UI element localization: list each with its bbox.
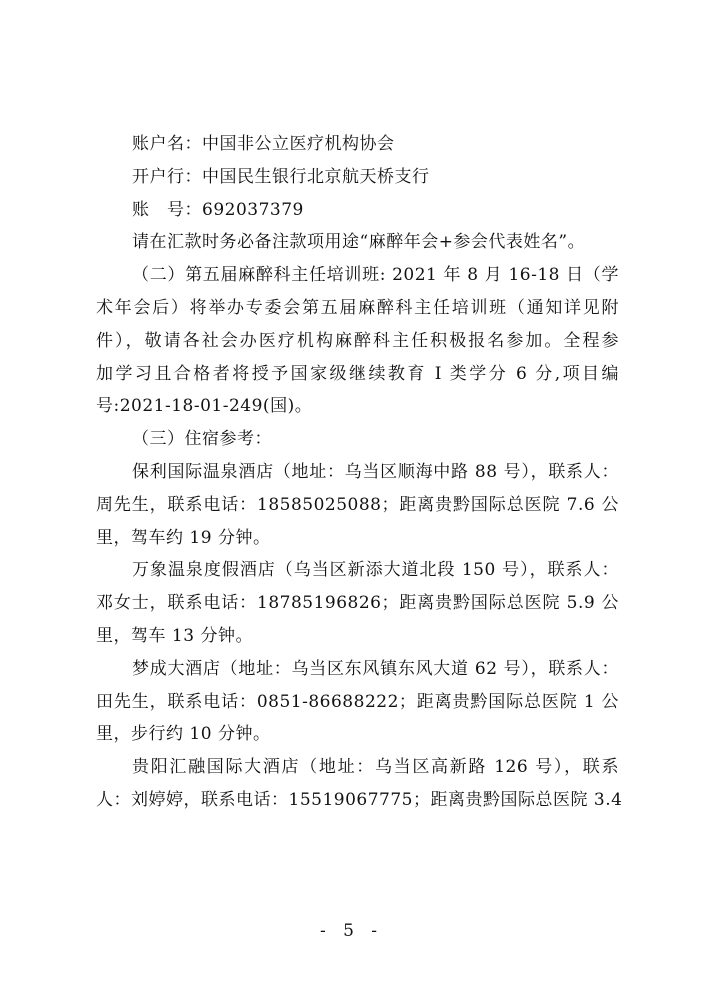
account-number-line: 账 号：692037379 [132, 199, 304, 220]
hotel-1-line-1: 保利国际温泉酒店（地址：乌当区顺海中路 88 号），联系人： [132, 461, 619, 482]
hotel-2-line-3: 里，驾车 13 分钟。 [96, 625, 253, 646]
training-line-2: 术年会后）将举办专委会第五届麻醉科主任培训班（通知详见附 [96, 297, 619, 318]
hotel-1-line-2: 周先生，联系电话：18585025088；距离贵黔国际总医院 7.6 公 [96, 494, 619, 515]
hotel-2-line-1: 万象温泉度假酒店（乌当区新添大道北段 150 号），联系人： [132, 560, 619, 581]
hotel-2-line-2: 邓女士，联系电话：18785196826；距离贵黔国际总医院 5.9 公 [96, 593, 619, 614]
hotel-4-line-1: 贵阳汇融国际大酒店（地址：乌当区高新路 126 号），联系 [132, 757, 619, 778]
page-number: - 5 - [319, 921, 384, 941]
training-line-5: 号:2021-18-01-249(国)。 [96, 396, 313, 417]
hotel-3-line-3: 里，步行约 10 分钟。 [96, 724, 271, 745]
training-line-3: 件），敬请各社会办医疗机构麻醉科主任积极报名参加。全程参 [96, 330, 619, 351]
lodging-heading: （三）住宿参考： [132, 429, 272, 450]
hotel-1-line-3: 里，驾车约 19 分钟。 [96, 527, 271, 548]
account-name-line: 账户名：中国非公立医疗机构协会 [132, 134, 395, 154]
hotel-3-line-1: 梦成大酒店（地址：乌当区东风镇东风大道 62 号），联系人： [132, 658, 619, 679]
hotel-4-line-2: 人：刘婷婷，联系电话：15519067775；距离贵黔国际总医院 3.4 [96, 789, 623, 810]
remittance-note: 请在汇款时务必备注款项用途“麻醉年会+参会代表姓名”。 [132, 232, 586, 253]
hotel-3-line-2: 田先生，联系电话：0851-86688222；距离贵黔国际总医院 1 公 [96, 691, 619, 712]
page-body [96, 128, 623, 817]
training-line-1: （二）第五届麻醉科主任培训班: 2021 年 8 月 16-18 日（学 [132, 265, 619, 286]
training-line-4: 加学习且合格者将授予国家级继续教育 I 类学分 6 分,项目编 [96, 363, 619, 384]
bank-name-line: 开户行：中国民生银行北京航天桥支行 [132, 166, 430, 187]
